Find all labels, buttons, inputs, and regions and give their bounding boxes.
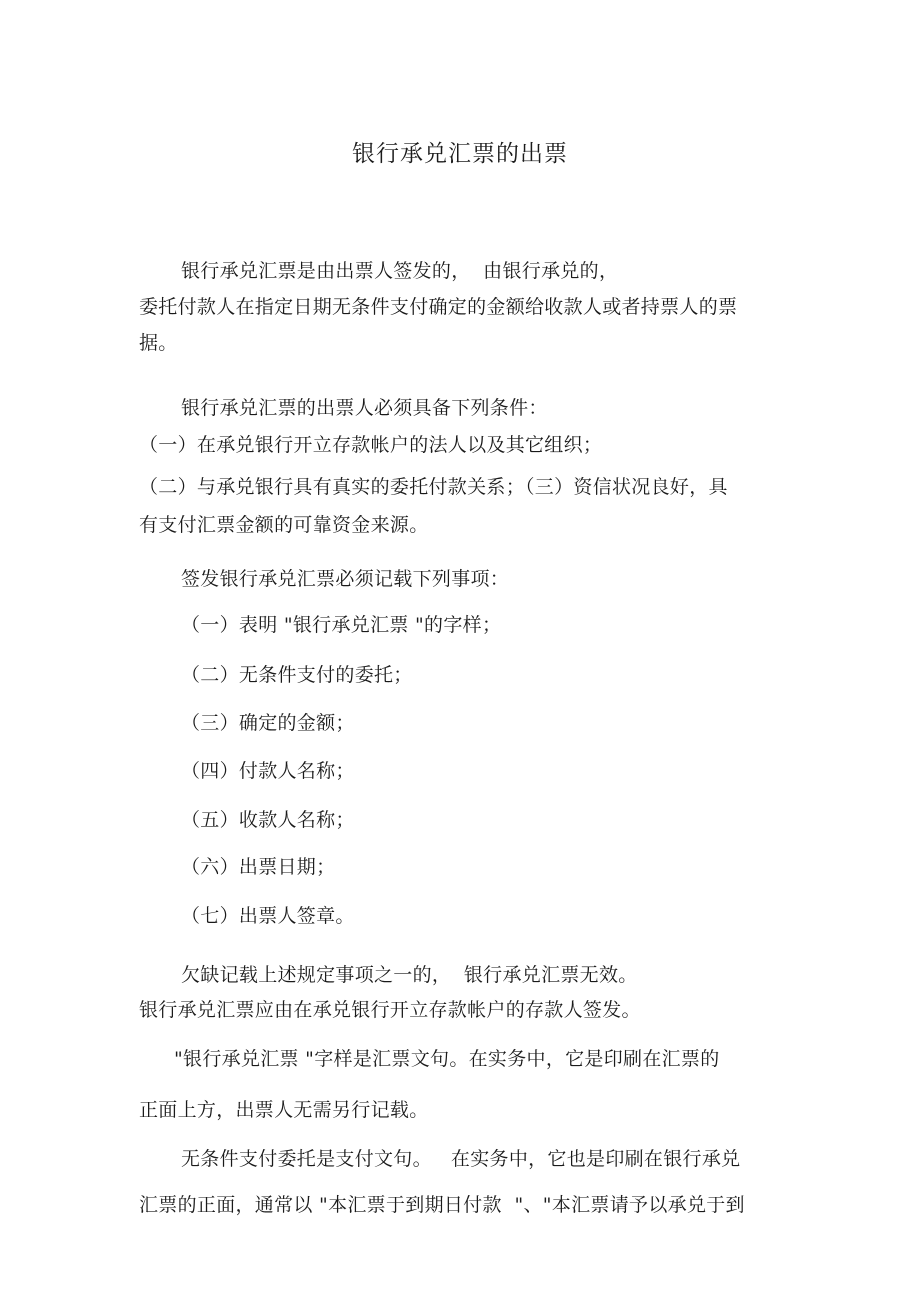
list-item: （三）确定的金额；	[181, 712, 355, 734]
body-line: 无条件支付委托是支付文句。 在实务中，它也是印刷在银行承兑	[181, 1148, 741, 1170]
list-item: （四）付款人名称；	[181, 760, 355, 782]
body-line: 据。	[139, 332, 178, 354]
body-line: 汇票的正面，通常以 "本汇票于到期日付款 "、"本汇票请予以承兑于到	[139, 1194, 745, 1216]
body-line: 银行承兑汇票是由出票人签发的， 由银行承兑的，	[181, 260, 619, 282]
body-line: 正面上方，出票人无需另行记载。	[139, 1099, 429, 1121]
list-item: （六）出票日期；	[181, 856, 336, 878]
list-item: （五）收款人名称；	[181, 809, 355, 831]
body-line: "银行承兑汇票 "字样是汇票文句。在实务中，它是印刷在汇票的	[174, 1048, 720, 1070]
list-item: （一）表明 "银行承兑汇票 "的字样；	[181, 614, 502, 636]
body-line: 银行承兑汇票的出票人必须具备下列条件：	[181, 397, 548, 419]
list-item: （二）无条件支付的委托；	[181, 664, 413, 686]
body-line: 银行承兑汇票应由在承兑银行开立存款帐户的存款人签发。	[139, 999, 641, 1021]
list-item: （七）出票人签章。	[181, 905, 355, 927]
document-title: 银行承兑汇票的出票	[352, 141, 568, 167]
body-line: （二）与承兑银行具有真实的委托付款关系；（三）资信状况良好，具	[139, 476, 728, 498]
body-line: 签发银行承兑汇票必须记载下列事项：	[181, 568, 510, 590]
body-line: （一）在承兑银行开立存款帐户的法人以及其它组织；	[139, 434, 603, 456]
body-line: 委托付款人在指定日期无条件支付确定的金额给收款人或者持票人的票	[139, 296, 738, 318]
body-line: 欠缺记载上述规定事项之一的， 银行承兑汇票无效。	[181, 964, 638, 986]
body-line: 有支付汇票金额的可靠资金来源。	[139, 514, 429, 536]
